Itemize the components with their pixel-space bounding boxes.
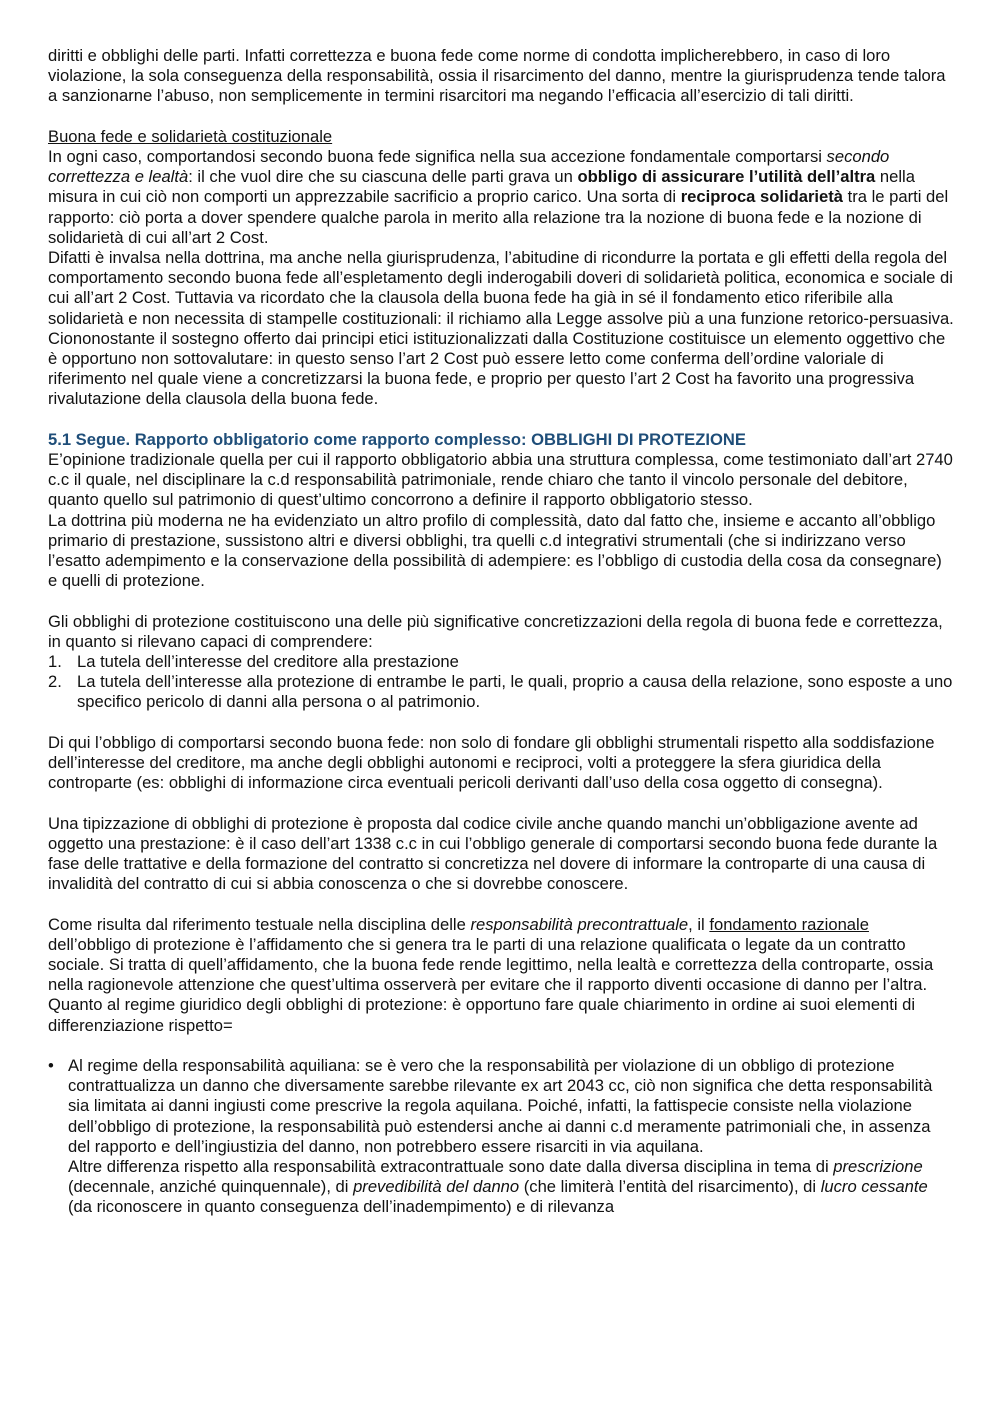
paragraph-4: Ciononostante il sostegno offerto dai principi etici istituzionalizzati dalla Costituzione costituisce un elemento oggettivo che è opportuno non sottovalutare: in questo senso l’art 2 Cost può essere letto come conferma dell’ordine valoriale di riferimento nel quale viene a concretizzarsi la buona fede, e proprio per questo l’art 2 Cost ha favorito una progressiva rivalutazione della clausola della buona fede.: [48, 328, 946, 409]
paragraph-9: Una tipizzazione di obblighi di protezione è proposta dal codice civile anche quando manchi un’obbligazione avente ad oggetto una prestazione: è il caso dell’art 1338 c.c in cui l’obbligo generale di comportarsi secondo buona fede durante la fase delle trattative e della formazione del contratto si concretizza nel dovere di informare la controparte di una causa di invalidità del contratto di cui si abbia conoscenza o che si dovrebbe conoscere.: [48, 813, 938, 894]
list-item: 1. La tutela dell’interesse del creditore alla prestazione: [48, 652, 459, 672]
paragraph-6: La dottrina più moderna ne ha evidenziato un altro profilo di complessità, dato dal fatto che, insieme e accanto all’obbligo primario di prestazione, sussistono altri e diversi obblighi, tra quelli c.d integrativi strumentali (che si indirizzano verso l’esatto adempimento e la conservazione della possibilità di adempiere: es l’obbligo di custodia della cosa da consegnare) e quelli di protezione.: [48, 510, 942, 591]
subheading-buona-fede: Buona fede e solidarietà costituzionale: [48, 126, 333, 146]
paragraph-5: E’opinione tradizionale quella per cui il rapporto obbligatorio abbia una struttura complessa, come testimoniato dall’art 2740 c.c il quale, nel disciplinare la c.d responsabilità patrimoniale, rende chiaro che tanto il vincolo personale del debitore, quanto quello sul patrimonio di quest’ultimo concorrono a definire il rapporto obbligatorio stesso.: [48, 450, 953, 510]
paragraph-10: Come risulta dal riferimento testuale nella disciplina delle responsabilità precontrattuale, il fondamento razionale dell’obbligo di protezione è l’affidamento che si genera tra le parti di una relazione qualificata o legate da un contratto sociale. Si tratta di quell’affidamento, che la buona fede rende legittimo, nella lealtà e correttezza della controparte, ossia nella ragionevole attenzione che quest’ultima osserverà per evitare che il rapporto diventi occasione di danno per l’altra.: [48, 914, 934, 995]
list-item: • Al regime della responsabilità aquiliana: se è vero che la responsabilità per violazione di un obbligo di protezione contrattualizza un danno che diversamente sarebbe rilevante ex art 2043 cc, ciò non significa che detta responsabilità sia limitata ai danni ingiusti come prescrive la regola aquilana. Poiché, infatti, la fattispecie consiste nella violazione dell’obbligo di protezione, la responsabilità può estendersi anche ai danni c.d meramente patrimoniali che, in assenza del rapporto e dell’ingiustizia del danno, non potrebbero essere risarciti in via aquilana. Altre differenza rispetto alla responsabilità extracontrattuale sono date dalla diversa disciplina in tema di prescrizione (decennale, anziché quinquennale), di prevedibilità del danno (che limiterà l’entità del risarcimento), di lucro cessante (da riconoscere in quanto conseguenza dell’inadempimento) e di rilevanza: [48, 1056, 933, 1217]
numbered-list: [48, 652, 954, 713]
list-item: 2. La tutela dell’interesse alla protezione di entrambe le parti, le quali, proprio a causa della relazione, sono esposte a uno specifico pericolo di danni alla persona o al patrimonio.: [48, 672, 953, 712]
paragraph-2: In ogni caso, comportandosi secondo buona fede significa nella sua accezione fondamentale comportarsi secondo correttezza e lealtà: il che vuol dire che su ciascuna delle parti grava un obbligo di assicurare l’utilità dell’altra nella misura in cui ciò non comporti un apprezzabile sacrificio a proprio carico. Una sorta di reciproca solidarietà tra le parti del rapporto: ciò porta a dover spendere qualche parola in merito alla relazione tra la nozione di buona fede e la nozione di solidarietà di cui all’art 2 Cost.: [48, 147, 949, 247]
paragraph-1: diritti e obblighi delle parti. Infatti correttezza e buona fede come norme di condotta implicherebbero, in caso di loro violazione, la sola conseguenza della responsabilità, ossia il risarcimento del danno, mentre la giurisprudenza tende talora a sanzionarne l’abuso, non semplicemente in termini risarcitori ma negando l’efficacia all’esercizio di tali diritti.: [48, 46, 946, 106]
paragraph-7: Gli obblighi di protezione costituiscono una delle più significative concretizzazioni della regola di buona fede e correttezza, in quanto si rilevano capaci di comprendere:: [48, 611, 943, 651]
section-heading: 5.1 Segue. Rapporto obbligatorio come rapporto complesso: OBBLIGHI DI PROTEZIONE: [48, 429, 746, 449]
paragraph-8: Di qui l’obbligo di comportarsi secondo buona fede: non solo di fondare gli obblighi strumentali rispetto alla soddisfazione dell’interesse del creditore, ma anche degli obblighi autonomi e reciproci, volti a proteggere la sfera giuridica della controparte (es: obblighi di informazione circa eventuali pericoli derivanti dall’uso della cosa oggetto di consegna).: [48, 732, 935, 793]
paragraph-11: Quanto al regime giuridico degli obblighi di protezione: è opportuno fare quale chiarimento in ordine ai suoi elementi di differenziazione rispetto=: [48, 995, 916, 1035]
bullet-marker: •: [48, 1056, 54, 1076]
paragraph-3: Difatti è invalsa nella dottrina, ma anche nella giurisprudenza, l’abitudine di ricondurre la portata e gli effetti della regola del comportamento secondo buona fede all’espletamento degli inderogabili doveri di solidarietà politica, economica e sociale di cui all’art 2 Cost. Tuttavia va ricordato che la clausola della buona fede ha già in sé il fondamento etico riferibile alla solidarietà e non necessita di stampelle costituzionali: il richiamo alla Legge assolve più a una funzione retorico-persuasiva.: [48, 248, 954, 328]
bullet-list: [48, 1056, 954, 1218]
